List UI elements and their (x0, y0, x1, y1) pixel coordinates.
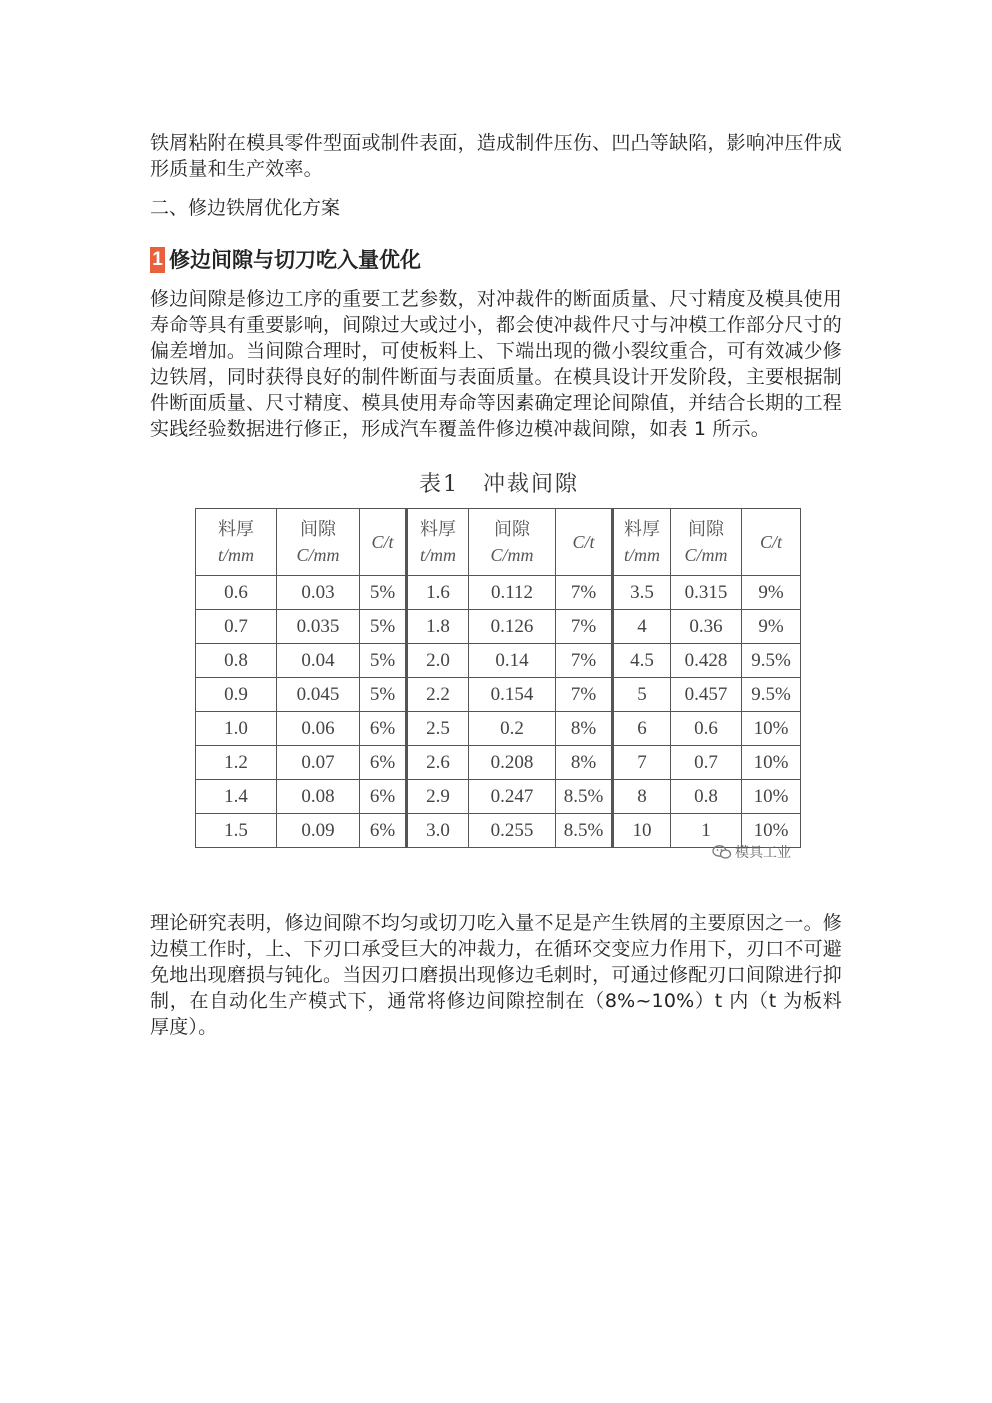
header-clearance-2 (469, 509, 556, 576)
table-cell: 5% (360, 576, 407, 610)
table-cell: 9% (742, 576, 801, 610)
table-cell: 3.5 (613, 576, 671, 610)
paragraph-conclusion: 理论研究表明，修边间隙不均匀或切刀吃入量不足是产生铁屑的主要原因之一。修边模工作时，上、下刃口承受巨大的冲裁力，在循环交变应力作用下，刃口不可避免地出现磨损与钝化。当因刃口磨损出现修边毛刺时，可通过修配刃口间隙进行抑制，在自动化生产模式下，通常将修边间隙控制在（8%~10%）t 内（t 为板料厚度）。 (150, 912, 842, 1038)
table-cell: 2.6 (407, 746, 469, 780)
table-cell: 4.5 (613, 644, 671, 678)
table-cell: 0.08 (277, 780, 360, 814)
table-cell: 4 (613, 610, 671, 644)
table-cell: 8 (613, 780, 671, 814)
header-thickness-3 (613, 509, 671, 576)
paragraph-intro: 铁屑粘附在模具零件型面或制件表面，造成制件压伤、凹凸等缺陷，影响冲压件成形质量和生产效率。 (150, 132, 842, 180)
header-clearance-unit: C/mm (684, 545, 728, 565)
table-cell: 1 (671, 814, 742, 848)
table-row (196, 678, 801, 712)
table-cell: 9.5% (742, 678, 801, 712)
table-cell: 2.5 (407, 712, 469, 746)
table-cell: 0.14 (469, 644, 556, 678)
table-cell: 0.8 (671, 780, 742, 814)
table-cell: 10 (613, 814, 671, 848)
wechat-icon (712, 844, 732, 860)
table-header-row (196, 509, 801, 576)
table-cell: 6% (360, 712, 407, 746)
header-clearance-label: 间隙 (688, 519, 724, 539)
table-cell: 0.045 (277, 678, 360, 712)
subsection-heading (150, 245, 421, 275)
table-figure (193, 468, 805, 868)
header-clearance-3 (671, 509, 742, 576)
table-cell: 0.6 (671, 712, 742, 746)
table-row (196, 712, 801, 746)
table-cell: 0.06 (277, 712, 360, 746)
table-row (196, 576, 801, 610)
table-cell: 2.0 (407, 644, 469, 678)
table-cell: 0.126 (469, 610, 556, 644)
table-caption: 表1 冲裁间隙 (419, 472, 579, 497)
table-cell: 0.112 (469, 576, 556, 610)
header-clearance-unit: C/mm (296, 545, 340, 565)
table-cell: 0.8 (196, 644, 277, 678)
table-cell: 0.7 (196, 610, 277, 644)
table-cell: 0.9 (196, 678, 277, 712)
table-cell: 5% (360, 678, 407, 712)
header-ratio-2 (556, 509, 613, 576)
table-cell: 0.2 (469, 712, 556, 746)
table-cell: 10% (742, 746, 801, 780)
table-cell: 1.8 (407, 610, 469, 644)
table-cell: 9.5% (742, 644, 801, 678)
table-cell: 0.457 (671, 678, 742, 712)
table-cell: 3.0 (407, 814, 469, 848)
table-cell: 9% (742, 610, 801, 644)
table-cell: 7% (556, 610, 613, 644)
section-heading: 二、修边铁屑优化方案 (150, 197, 341, 219)
table-row (196, 610, 801, 644)
table-row (196, 644, 801, 678)
watermark (712, 842, 791, 862)
table-cell: 8% (556, 712, 613, 746)
header-thickness-label: 料厚 (624, 519, 660, 539)
table-cell: 8% (556, 746, 613, 780)
header-clearance-label: 间隙 (494, 519, 530, 539)
header-clearance-label: 间隙 (300, 519, 336, 539)
table-cell: 6 (613, 712, 671, 746)
header-ratio-label: C/t (371, 532, 394, 552)
table-cell: 1.4 (196, 780, 277, 814)
table-cell: 0.315 (671, 576, 742, 610)
table-cell: 1.5 (196, 814, 277, 848)
header-clearance-1 (277, 509, 360, 576)
table-cell: 6% (360, 814, 407, 848)
header-thickness-label: 料厚 (218, 519, 254, 539)
table-cell: 0.428 (671, 644, 742, 678)
table-cell: 0.07 (277, 746, 360, 780)
table-cell: 1.6 (407, 576, 469, 610)
clearance-table (195, 508, 801, 848)
table-row (196, 814, 801, 848)
table-cell: 0.36 (671, 610, 742, 644)
header-thickness-unit: t/mm (624, 545, 660, 565)
watermark-text: 模具工业 (735, 845, 791, 861)
header-clearance-unit: C/mm (490, 545, 534, 565)
table-cell: 0.154 (469, 678, 556, 712)
table-cell: 10% (742, 712, 801, 746)
table-cell: 5% (360, 644, 407, 678)
table-cell: 1.2 (196, 746, 277, 780)
table-cell: 7% (556, 678, 613, 712)
table-cell: 0.208 (469, 746, 556, 780)
header-ratio-3 (742, 509, 801, 576)
subsection-number-badge: 1 (150, 247, 165, 273)
header-thickness-1 (196, 509, 277, 576)
table-cell: 0.03 (277, 576, 360, 610)
table-cell: 8.5% (556, 814, 613, 848)
table-cell: 10% (742, 814, 801, 848)
table-cell: 0.255 (469, 814, 556, 848)
table-cell: 0.04 (277, 644, 360, 678)
table-row (196, 746, 801, 780)
table-row (196, 780, 801, 814)
table-cell: 5 (613, 678, 671, 712)
header-thickness-unit: t/mm (218, 545, 254, 565)
header-ratio-label: C/t (572, 532, 595, 552)
header-thickness-label: 料厚 (420, 519, 456, 539)
header-ratio-1 (360, 509, 407, 576)
table-cell: 0.09 (277, 814, 360, 848)
table-cell: 2.9 (407, 780, 469, 814)
table-cell: 6% (360, 746, 407, 780)
table-cell: 7 (613, 746, 671, 780)
table-cell: 6% (360, 780, 407, 814)
subsection-title: 修边间隙与切刀吃入量优化 (169, 248, 421, 272)
table-cell: 0.6 (196, 576, 277, 610)
table-cell: 10% (742, 780, 801, 814)
table-cell: 7% (556, 576, 613, 610)
table-cell: 5% (360, 610, 407, 644)
table-cell: 0.035 (277, 610, 360, 644)
header-ratio-label: C/t (759, 532, 782, 552)
table-cell: 8.5% (556, 780, 613, 814)
table-cell: 7% (556, 644, 613, 678)
table-cell: 1.0 (196, 712, 277, 746)
paragraph-clearance: 修边间隙是修边工序的重要工艺参数，对冲裁件的断面质量、尺寸精度及模具使用寿命等具有重要影响，间隙过大或过小，都会使冲裁件尺寸与冲模工作部分尺寸的偏差增加。当间隙合理时，可使板料上、下端出现的微小裂纹重合，可有效减少修边铁屑，同时获得良好的制件断面与表面质量。在模具设计开发阶段，主要根据制件断面质量、尺寸精度、模具使用寿命等因素确定理论间隙值，并结合长期的工程实践经验数据进行修正，形成汽车覆盖件修边模冲裁间隙，如表 1 所示。 (150, 288, 842, 440)
table-cell: 0.247 (469, 780, 556, 814)
table-cell: 0.7 (671, 746, 742, 780)
header-thickness-2 (407, 509, 469, 576)
header-thickness-unit: t/mm (420, 545, 456, 565)
table-cell: 2.2 (407, 678, 469, 712)
